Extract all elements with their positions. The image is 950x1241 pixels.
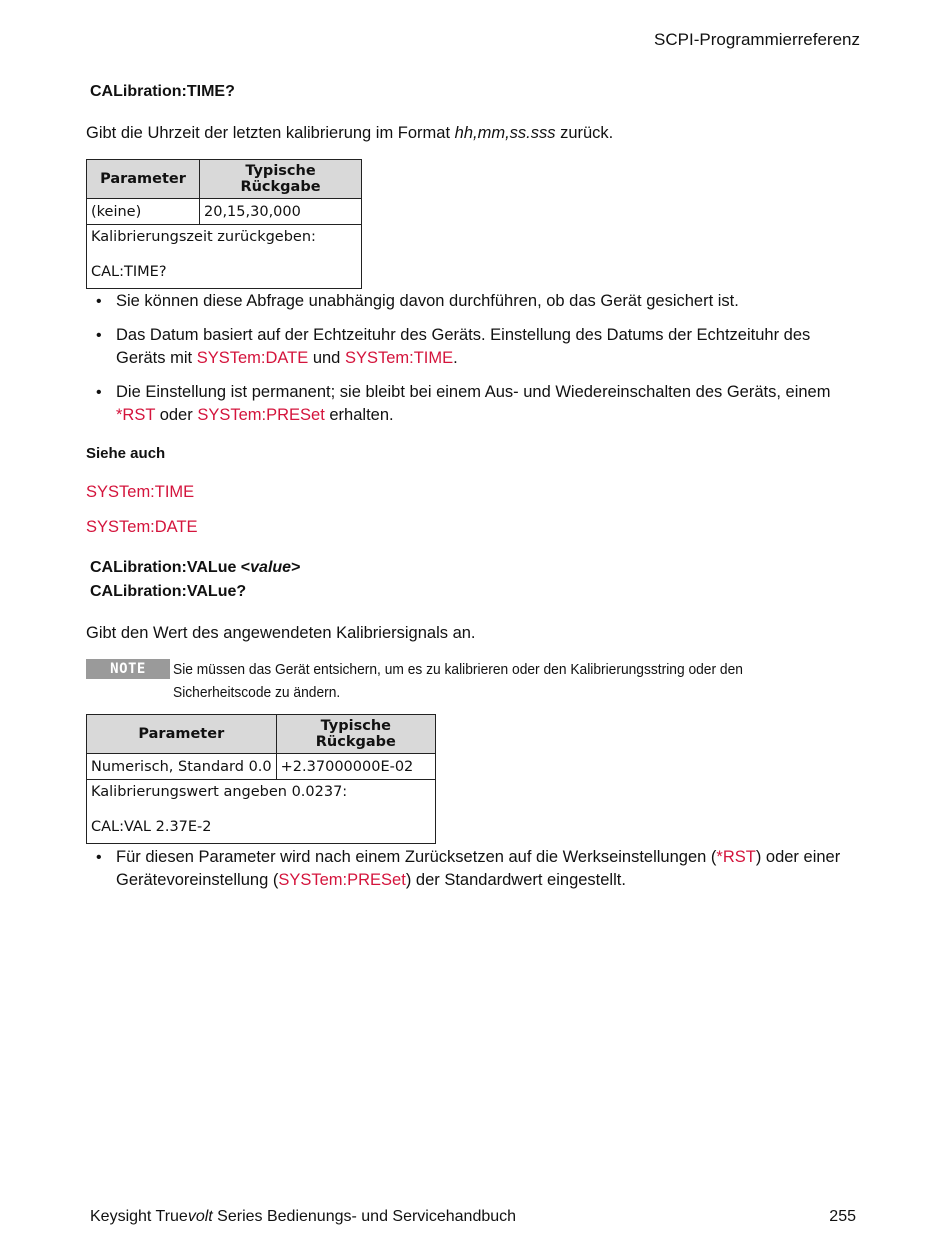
- section-heading-cal-value: CALibration:VALue <value>: [90, 559, 301, 576]
- see-also-label: Siehe auch: [86, 445, 166, 462]
- parameter-table-cal-time: [86, 159, 362, 289]
- link-system-preset[interactable]: SYSTem:PRESet: [197, 406, 325, 424]
- page-number: 255: [829, 1208, 856, 1225]
- table-header-return: Typische Rückgabe: [276, 715, 435, 754]
- table-cell-return: +2.37000000E-02: [276, 754, 435, 780]
- list-item: • Für diesen Parameter wird nach einem Zurücksetzen auf die Werkseinstellungen (*RST) oder einer Gerätevoreinstellung (SYSTem:PRESet) der Standardwert eingestellt.: [86, 846, 856, 892]
- link-system-preset[interactable]: SYSTem:PRESet: [278, 871, 406, 889]
- note-text: Sie müssen das Gerät entsichern, um es zu kalibrieren oder den Kalibrierungsstring oder den Sicherheitscode zu ändern.: [173, 661, 743, 701]
- bullet-list-cal-time: [86, 290, 856, 438]
- table-row: [87, 754, 436, 780]
- see-also-link-system-time[interactable]: SYSTem:TIME: [86, 483, 195, 501]
- link-rst[interactable]: *RST: [116, 406, 156, 424]
- example-code: CAL:TIME?: [91, 264, 167, 280]
- bullet-list-cal-value: [86, 846, 856, 903]
- example-label: Kalibrierungszeit zurückgeben:: [91, 229, 316, 245]
- table-row: [87, 199, 362, 225]
- link-system-date[interactable]: SYSTem:DATE: [196, 349, 309, 367]
- list-item: • Das Datum basiert auf der Echtzeituhr des Geräts. Einstellung des Datums der Echtzeituhr des Geräts mit SYSTem:DATE und SYSTem:TIME.: [86, 324, 856, 370]
- example-code: CAL:VAL 2.37E-2: [91, 819, 212, 835]
- parameter-table-cal-value: [86, 714, 436, 844]
- note-badge: NOTE: [86, 659, 170, 679]
- list-item: • Sie können diese Abfrage unabhängig davon durchführen, ob das Gerät gesichert ist.: [86, 290, 856, 313]
- list-item: • Die Einstellung ist permanent; sie bleibt bei einem Aus- und Wiedereinschalten des Geräts, einem *RST oder SYSTem:PRESet erhalten.: [86, 381, 856, 427]
- table-cell-return: 20,15,30,000: [200, 199, 362, 225]
- footer-manual-title: Keysight Truevolt Series Bedienungs- und Servicehandbuch: [90, 1208, 517, 1225]
- table-header-return: Typische Rückgabe: [200, 160, 362, 199]
- example-label: Kalibrierungswert angeben 0.0237:: [91, 784, 348, 800]
- table-cell-parameter: Numerisch, Standard 0.0: [87, 754, 277, 780]
- section-heading-cal-time: CALibration:TIME?: [90, 83, 235, 100]
- link-system-time[interactable]: SYSTem:TIME: [344, 349, 454, 367]
- table-cell-parameter: (keine): [87, 199, 200, 225]
- section-description: Gibt den Wert des angewendeten Kalibriersignals an.: [86, 624, 476, 642]
- table-example-cell: [87, 225, 362, 289]
- table-header-parameter: Parameter: [87, 715, 277, 754]
- running-header: SCPI-Programmierreferenz: [654, 30, 860, 49]
- section-description: Gibt die Uhrzeit der letzten kalibrierung im Format hh,mm,ss.sss zurück.: [86, 124, 614, 142]
- table-header-parameter: Parameter: [87, 160, 200, 199]
- link-rst[interactable]: *RST: [716, 848, 756, 866]
- section-heading-cal-value-query: CALibration:VALue?: [90, 583, 247, 600]
- table-example-cell: [87, 780, 436, 844]
- see-also-link-system-date[interactable]: SYSTem:DATE: [86, 518, 198, 536]
